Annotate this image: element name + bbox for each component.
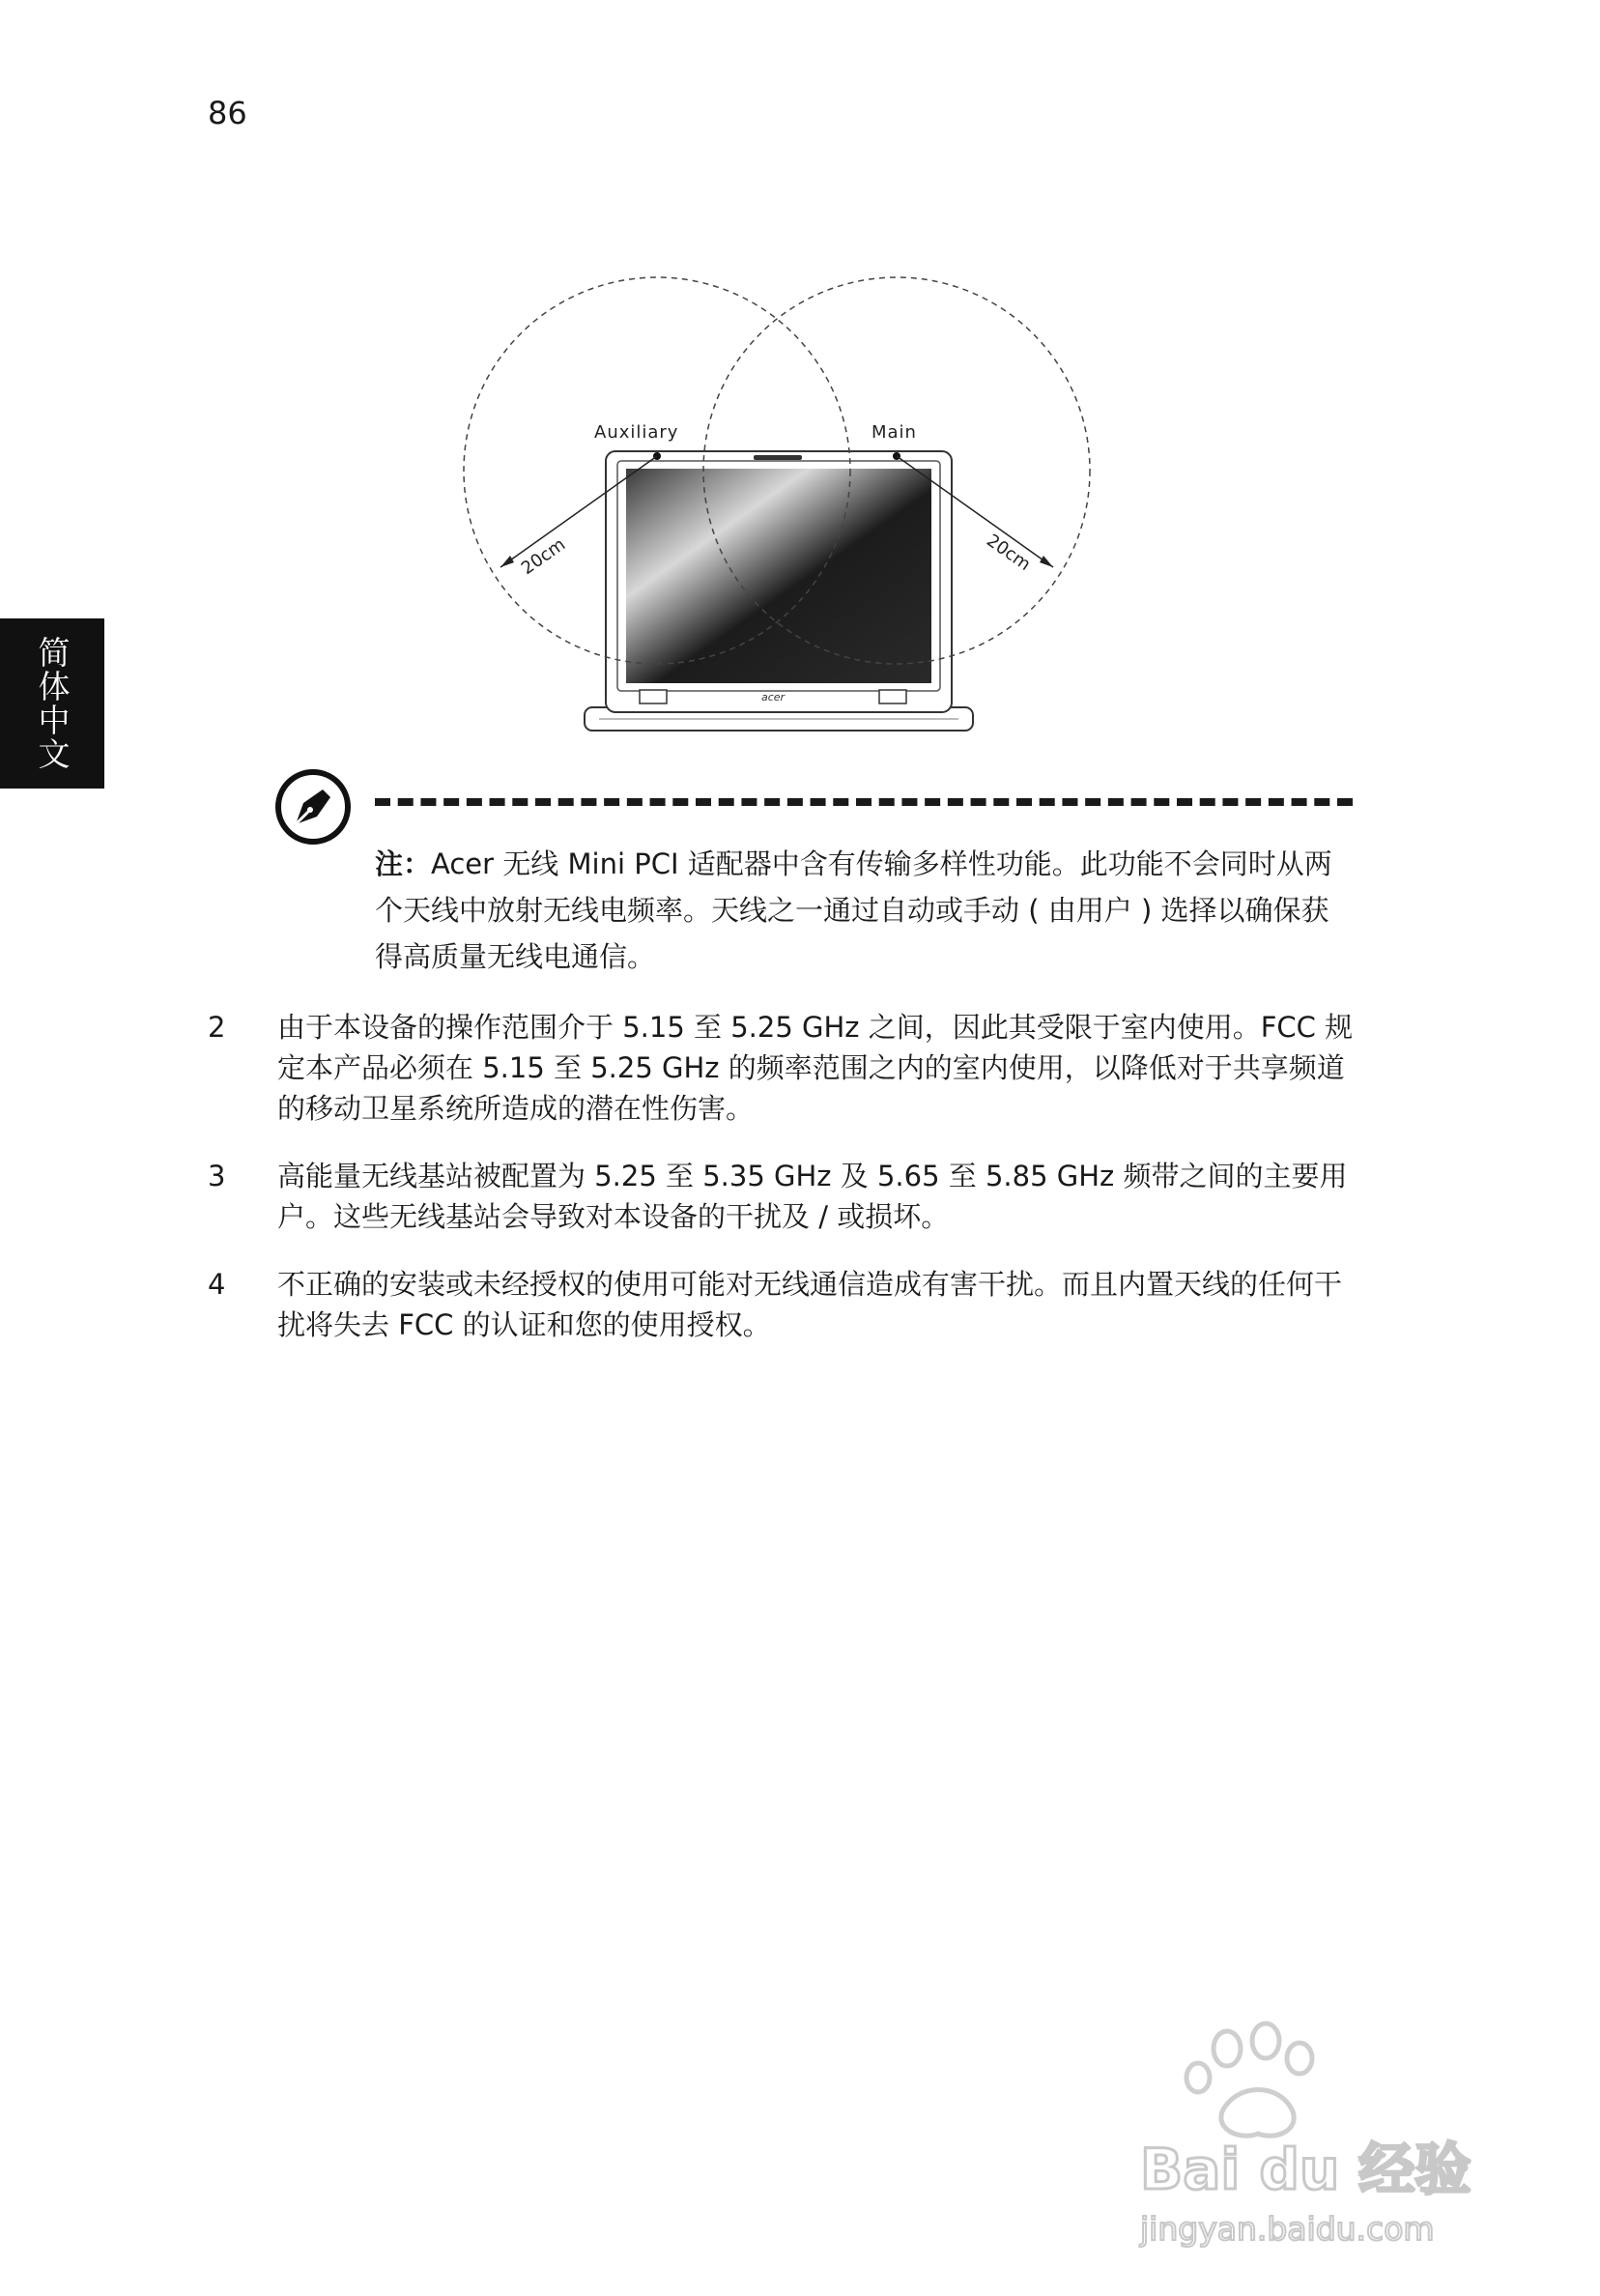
main-label: Main [871, 422, 917, 443]
note-pen-icon [274, 768, 352, 846]
side-tab-label: 简体中文 [33, 636, 71, 771]
list-item-text: 由于本设备的操作范围介于 5.15 至 5.25 GHz 之间，因此其受限于室内使用。FCC 规定本产品必须在 5.15 至 5.25 GHz 的频率范围之内的室内使用，以降低对于共享频道的移动卫星系统所造成的潜在性伤害。 [277, 1011, 1354, 1125]
note-body: Acer 无线 Mini PCI 适配器中含有传输多样性功能。此功能不会同时从两个天线中放射无线电频率。天线之一通过自动或手动 ( 由用户 ) 选择以确保获得高质量无线电通信。 [375, 847, 1332, 973]
list-item [208, 1264, 1357, 1345]
list-item [208, 1007, 1357, 1129]
list-item-text: 不正确的安装或未经授权的使用可能对无线通信造成有害干扰。而且内置天线的任何干扰将失去 FCC 的认证和您的使用授权。 [277, 1268, 1343, 1341]
paw-icon [1186, 2023, 1312, 2136]
distance-label-right: 20cm [983, 530, 1035, 575]
baidu-watermark [1121, 2020, 1507, 2261]
list-item [208, 1156, 1357, 1237]
list-item-number: 3 [208, 1160, 226, 1192]
auxiliary-label: Auxiliary [594, 422, 679, 443]
acer-logo: acer [760, 691, 786, 703]
laptop-screen [626, 469, 931, 683]
page-number: 86 [208, 95, 247, 131]
antenna-diagram [454, 253, 1111, 746]
numbered-list [208, 1007, 1357, 1372]
watermark-url: jingyan.baidu.com [1140, 2210, 1435, 2248]
language-side-tab [0, 618, 104, 789]
list-item-number: 4 [208, 1268, 226, 1301]
list-item-number: 2 [208, 1011, 226, 1044]
note-prefix: 注： [375, 847, 432, 880]
note-dashed-rule [375, 798, 1353, 806]
list-item-text: 高能量无线基站被配置为 5.25 至 5.35 GHz 及 5.65 至 5.85 GHz 频带之间的主要用户。这些无线基站会导致对本设备的干扰及 / 或损坏。 [277, 1160, 1348, 1233]
watermark-brand: Bai du 经验 [1140, 2137, 1471, 2202]
note-text [375, 841, 1351, 980]
distance-label-left: 20cm [517, 534, 570, 580]
